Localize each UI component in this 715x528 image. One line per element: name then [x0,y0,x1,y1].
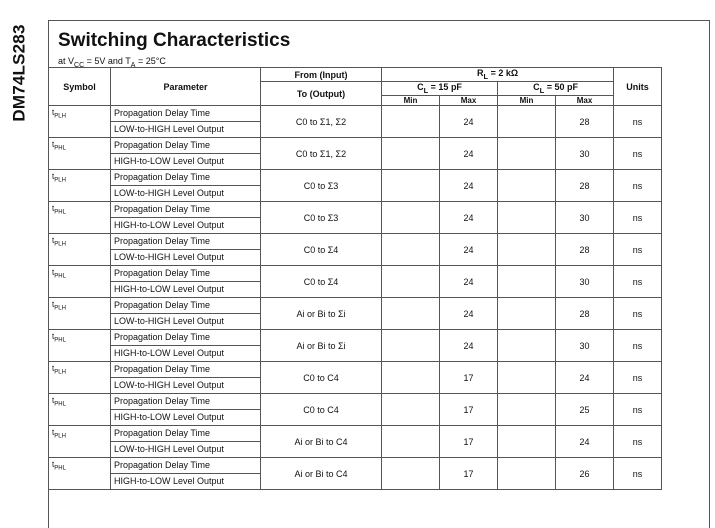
from-to-cell: C0 to C4 [261,394,382,426]
table-row [49,362,662,394]
min-50pf-cell [498,106,556,138]
table-row [49,330,662,362]
symbol-subscript: PLH [54,433,66,440]
symbol-cell: $t_{PLH}$ [49,106,111,138]
parameter-cell [111,234,261,266]
min-50pf-cell [498,138,556,170]
symbol-cell: $t_{PHL}$ [49,458,111,490]
parameter-line-1: Propagation Delay Time [114,428,211,438]
parameter-line-1: Propagation Delay Time [114,204,211,214]
rl-value: = 2 kΩ [490,68,519,79]
min-50pf-cell [498,234,556,266]
max-header-50: Max [556,96,614,106]
table-row [49,298,662,330]
table-row [49,202,662,234]
units-cell: ns [614,362,662,394]
parameter-line-2: HIGH-to-LOW Level Output [111,409,260,425]
symbol-subscript: PLH [54,241,66,248]
symbol-subscript: PHL [54,337,66,344]
parameter-line-1: Propagation Delay Time [114,396,211,406]
max-50pf-cell: 30 [556,330,614,362]
vcc-condition: = 5V and [86,56,123,66]
min-header-50: Min [498,96,556,106]
min-50pf-cell [498,170,556,202]
parameter-line-2: HIGH-to-LOW Level Output [111,473,260,489]
min-50pf-cell [498,330,556,362]
min-15pf-cell [382,266,440,298]
symbol-subscript: PLH [54,369,66,376]
switching-characteristics-table [48,67,662,490]
symbol-cell: $t_{PHL}$ [49,266,111,298]
parameter-cell [111,106,261,138]
table-row [49,234,662,266]
test-conditions: at $V_{CC} = 5V$ and $T_A = 25^\circ C$ [58,56,166,69]
parameter-cell [111,298,261,330]
parameter-line-1: Propagation Delay Time [114,364,211,374]
max-header-15: Max [440,96,498,106]
from-to-cell: Ai or Bi to C4 [261,458,382,490]
units-cell: ns [614,234,662,266]
symbol-subscript: PLH [54,177,66,184]
parameter-line-2: LOW-to-HIGH Level Output [111,185,260,201]
parameter-cell [111,202,261,234]
header-row-1 [49,68,662,82]
symbol-header: Symbol [49,68,111,106]
symbol-subscript: PHL [54,145,66,152]
min-50pf-cell [498,426,556,458]
parameter-line-1: Propagation Delay Time [114,300,211,310]
rl-header: $R_L = 2$ kΩ [382,68,614,82]
symbol-cell: $t_{PHL}$ [49,330,111,362]
min-50pf-cell [498,266,556,298]
cl15-value: = 15 pF [430,82,462,93]
max-50pf-cell: 28 [556,298,614,330]
parameter-cell [111,362,261,394]
symbol-cell: $t_{PHL}$ [49,138,111,170]
max-50pf-cell: 30 [556,266,614,298]
min-15pf-cell [382,330,440,362]
symbol-cell: $t_{PLH}$ [49,362,111,394]
units-cell: ns [614,170,662,202]
parameter-cell [111,394,261,426]
symbol-subscript: PHL [54,401,66,408]
parameter-line-1: Propagation Delay Time [114,108,211,118]
min-15pf-cell [382,202,440,234]
parameter-cell [111,330,261,362]
parameter-line-1: Propagation Delay Time [114,268,211,278]
parameter-line-1: Propagation Delay Time [114,332,211,342]
parameter-line-2: HIGH-to-LOW Level Output [111,281,260,297]
units-cell: ns [614,458,662,490]
parameter-cell [111,170,261,202]
min-15pf-cell [382,394,440,426]
table-row [49,138,662,170]
table-row [49,394,662,426]
from-to-cell: C0 to Σ1, Σ2 [261,106,382,138]
min-15pf-cell [382,298,440,330]
min-15pf-cell [382,458,440,490]
units-cell: ns [614,266,662,298]
units-cell: ns [614,394,662,426]
min-50pf-cell [498,458,556,490]
symbol-cell: $t_{PLH}$ [49,170,111,202]
symbol-cell: $t_{PHL}$ [49,394,111,426]
max-50pf-cell: 24 [556,426,614,458]
ta-condition: = 25°C [137,56,166,66]
parameter-line-2: LOW-to-HIGH Level Output [111,377,260,393]
units-cell: ns [614,106,662,138]
table-row [49,458,662,490]
max-15pf-cell: 17 [440,458,498,490]
cl50-header: $C_L = 50$ pF [498,82,614,96]
from-to-cell: Ai or Bi to Σi [261,298,382,330]
symbol-subscript: PLH [54,305,66,312]
min-15pf-cell [382,106,440,138]
from-to-cell: C0 to Σ1, Σ2 [261,138,382,170]
symbol-subscript: PHL [54,465,66,472]
max-15pf-cell: 24 [440,106,498,138]
parameter-cell [111,266,261,298]
min-50pf-cell [498,394,556,426]
units-cell: ns [614,298,662,330]
table-row [49,426,662,458]
units-header: Units [614,68,662,106]
min-15pf-cell [382,170,440,202]
units-cell: ns [614,330,662,362]
parameter-line-2: LOW-to-HIGH Level Output [111,441,260,457]
parameter-line-1: Propagation Delay Time [114,140,211,150]
max-50pf-cell: 30 [556,202,614,234]
side-part-number [2,18,38,128]
max-50pf-cell: 26 [556,458,614,490]
table-row [49,266,662,298]
min-header-15: Min [382,96,440,106]
symbol-cell: $t_{PLH}$ [49,234,111,266]
symbol-subscript: PLH [54,113,66,120]
max-15pf-cell: 24 [440,170,498,202]
max-15pf-cell: 17 [440,362,498,394]
min-50pf-cell [498,202,556,234]
max-50pf-cell: 30 [556,138,614,170]
parameter-line-1: Propagation Delay Time [114,172,211,182]
max-15pf-cell: 17 [440,394,498,426]
max-15pf-cell: 24 [440,266,498,298]
max-50pf-cell: 28 [556,234,614,266]
min-50pf-cell [498,362,556,394]
symbol-cell: $t_{PHL}$ [49,202,111,234]
part-number-text: DM74LS283 [10,24,30,122]
parameter-line-2: LOW-to-HIGH Level Output [111,249,260,265]
parameter-line-2: HIGH-to-LOW Level Output [111,217,260,233]
section-title: Switching Characteristics [58,30,291,51]
table-row [49,106,662,138]
parameter-line-2: LOW-to-HIGH Level Output [111,121,260,137]
parameter-cell [111,426,261,458]
min-15pf-cell [382,426,440,458]
symbol-cell: $t_{PLH}$ [49,426,111,458]
max-15pf-cell: 24 [440,330,498,362]
max-50pf-cell: 28 [556,170,614,202]
from-to-cell: C0 to Σ3 [261,202,382,234]
min-15pf-cell [382,362,440,394]
parameter-line-2: LOW-to-HIGH Level Output [111,313,260,329]
max-50pf-cell: 28 [556,106,614,138]
from-to-cell: C0 to Σ4 [261,234,382,266]
units-cell: ns [614,202,662,234]
parameter-line-2: HIGH-to-LOW Level Output [111,345,260,361]
units-cell: ns [614,138,662,170]
from-to-cell: C0 to Σ3 [261,170,382,202]
min-50pf-cell [498,298,556,330]
parameter-header: Parameter [111,68,261,106]
cl50-value: = 50 pF [546,82,578,93]
max-15pf-cell: 17 [440,426,498,458]
to-output-header: To (Output) [261,82,382,106]
units-cell: ns [614,426,662,458]
from-input-header: From (Input) [261,68,382,82]
parameter-cell [111,138,261,170]
symbol-subscript: PHL [54,209,66,216]
symbol-cell: $t_{PLH}$ [49,298,111,330]
max-15pf-cell: 24 [440,234,498,266]
min-15pf-cell [382,138,440,170]
symbol-subscript: PHL [54,273,66,280]
parameter-line-1: Propagation Delay Time [114,236,211,246]
from-to-cell: C0 to C4 [261,362,382,394]
parameter-cell [111,458,261,490]
parameter-line-1: Propagation Delay Time [114,460,211,470]
table-row [49,170,662,202]
max-15pf-cell: 24 [440,138,498,170]
max-50pf-cell: 24 [556,362,614,394]
min-15pf-cell [382,234,440,266]
from-to-cell: Ai or Bi to C4 [261,426,382,458]
max-15pf-cell: 24 [440,298,498,330]
parameter-line-2: HIGH-to-LOW Level Output [111,153,260,169]
max-15pf-cell: 24 [440,202,498,234]
from-to-cell: Ai or Bi to Σi [261,330,382,362]
from-to-cell: C0 to Σ4 [261,266,382,298]
max-50pf-cell: 25 [556,394,614,426]
cl15-header: $C_L = 15$ pF [382,82,498,96]
